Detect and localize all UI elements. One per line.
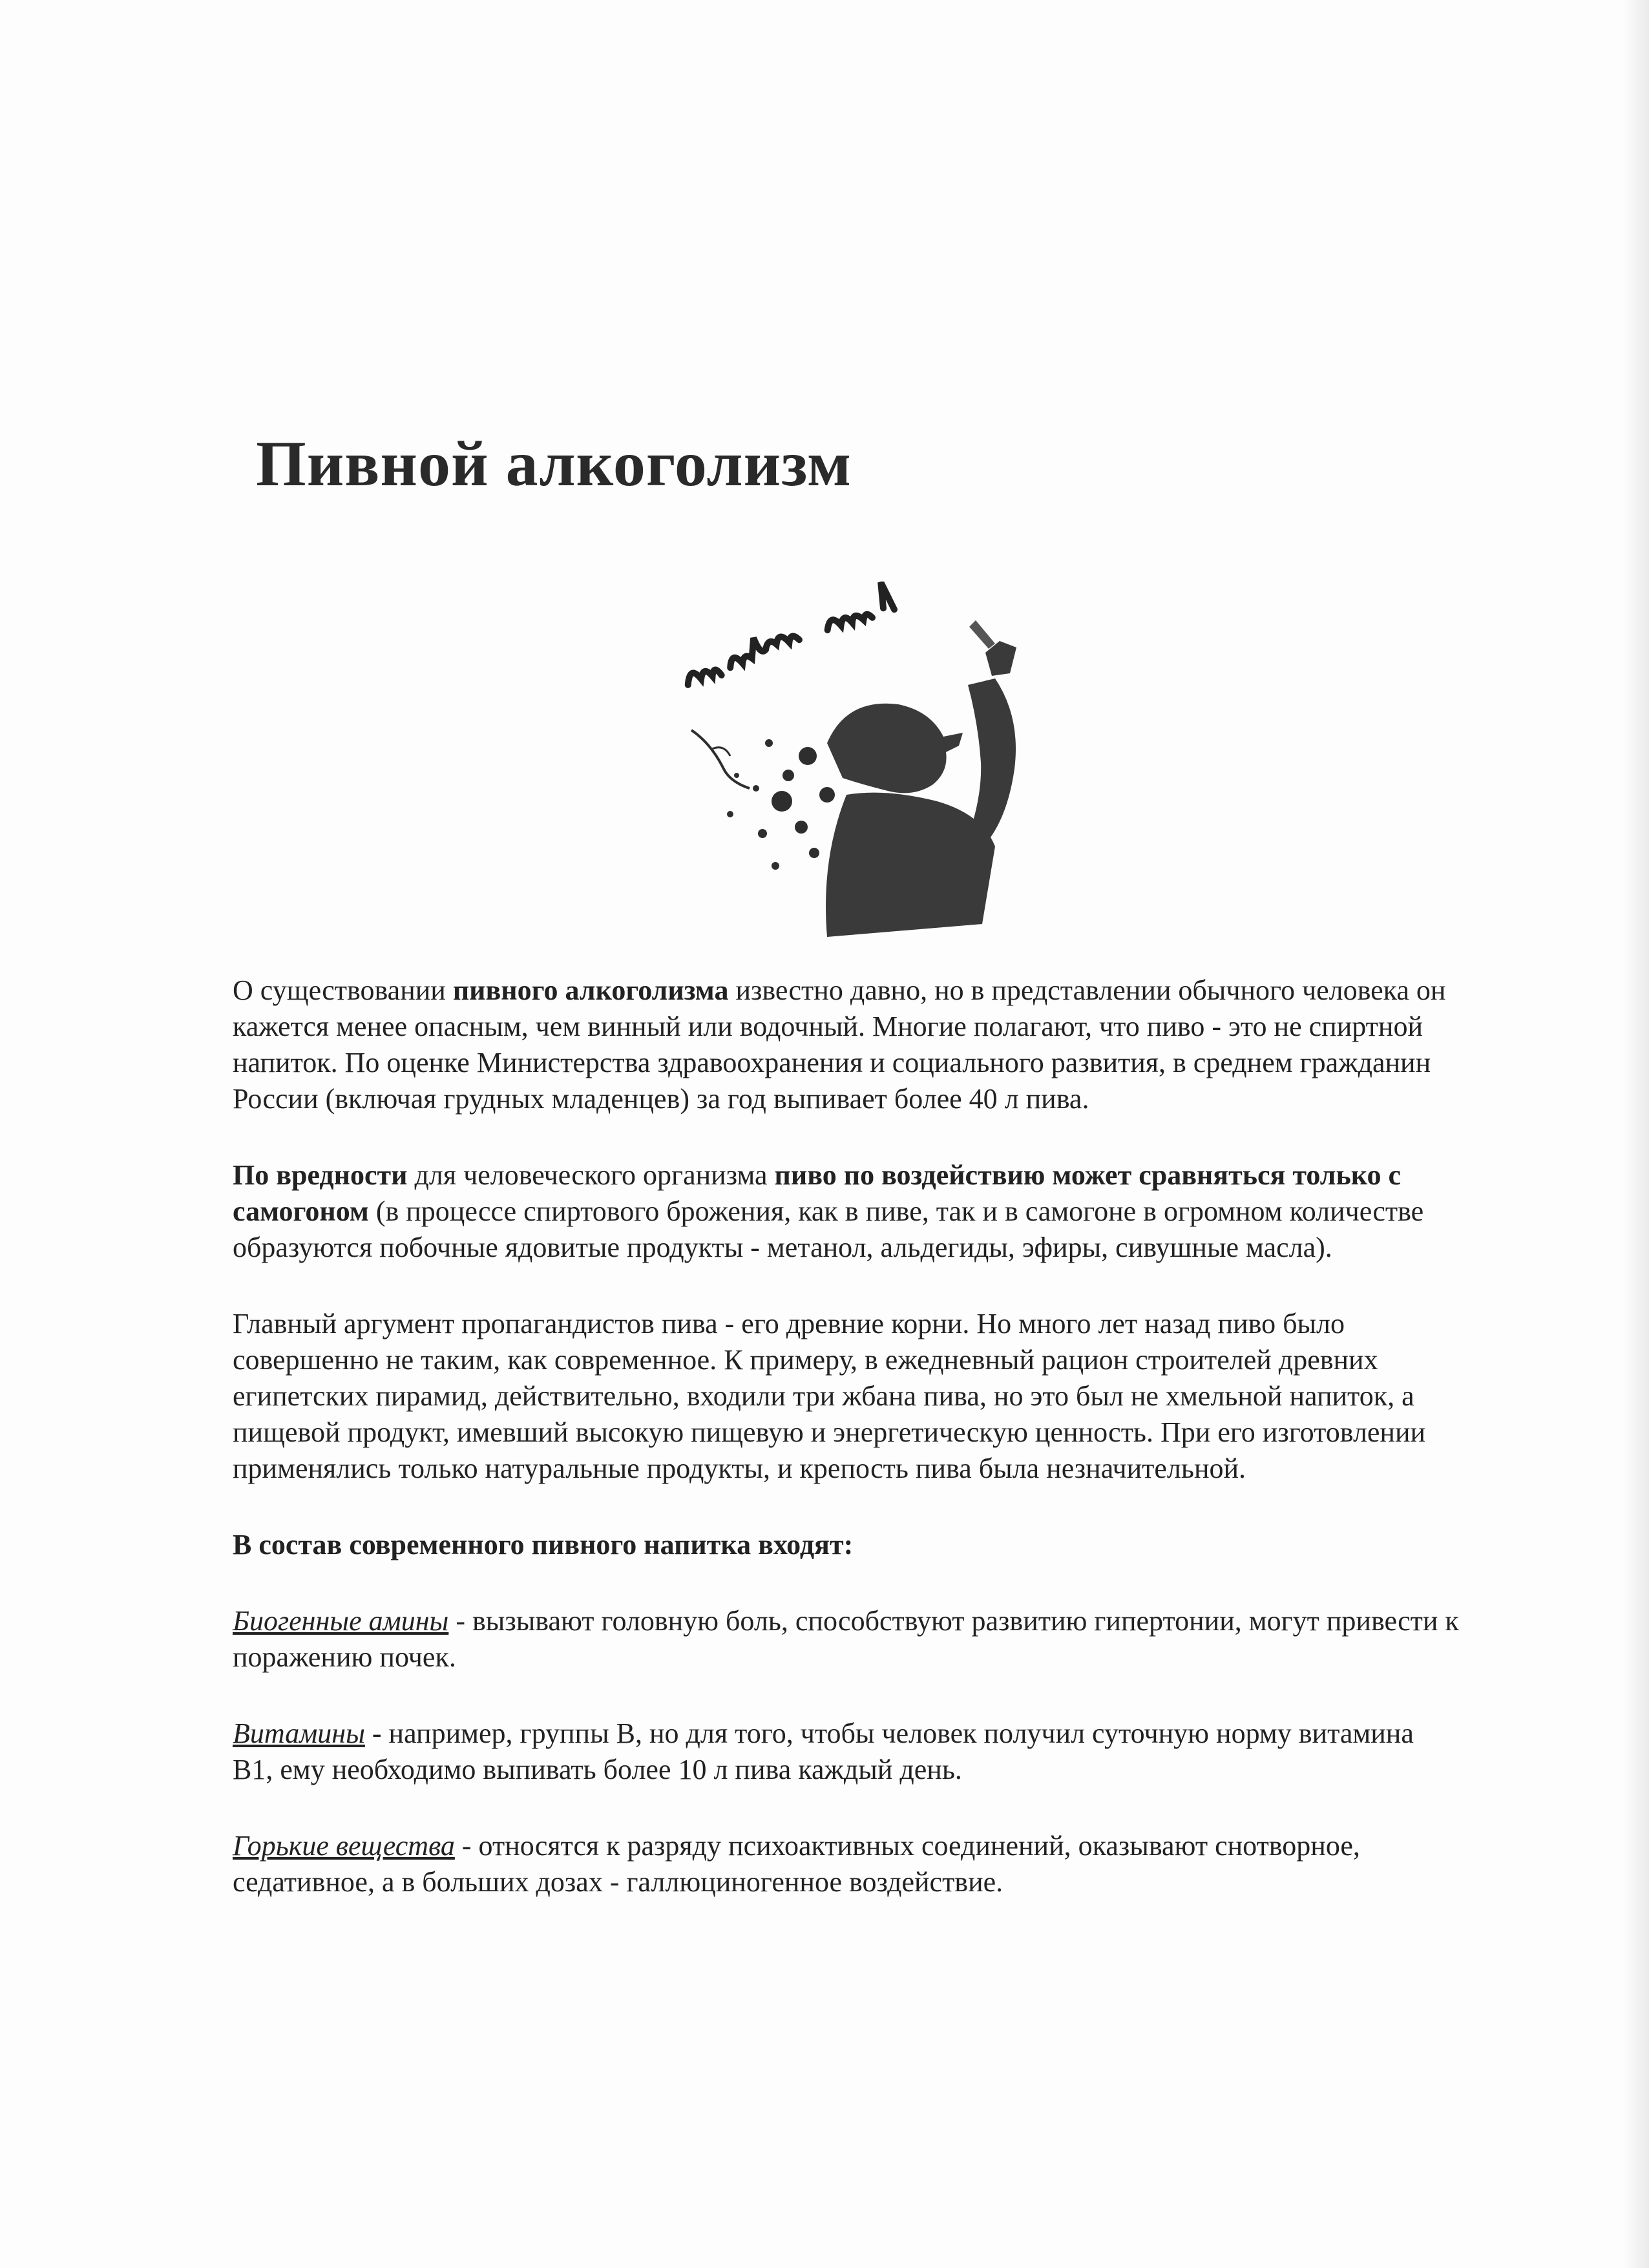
- bold-run: По вредности: [233, 1159, 408, 1191]
- splatter: [691, 730, 835, 870]
- list-item: [233, 1828, 1460, 1900]
- bold-run: В состав современного пивного напитка входят:: [233, 1529, 854, 1560]
- article-body: [233, 972, 1460, 1940]
- text-run: - относятся к разряду психоактивных соединений, оказывают снотворное, седативное, а в больших дозах - галлюциногенное воздействие.: [233, 1830, 1360, 1898]
- term-run: Биогенные амины: [233, 1605, 449, 1637]
- paragraph-intro: [233, 972, 1460, 1117]
- text-run: - вызывают головную боль, способствуют развитию гипертонии, могут привести к поражению почек.: [233, 1605, 1459, 1673]
- bold-run: пиво по воздействию может сравняться только с самогоном: [233, 1159, 1402, 1227]
- list-item: [233, 1603, 1460, 1675]
- term-run: Горькие вещества: [233, 1830, 455, 1862]
- page-title: Пивной алкоголизм: [256, 428, 852, 499]
- list-item: [233, 1716, 1460, 1788]
- composition-heading: [233, 1527, 1460, 1563]
- paragraph-history: Главный аргумент пропагандистов пива - его древние корни. Но много лет назад пиво было совершенно не таким, как современное. К примеру, в ежедневный рацион строителей древних египетских пирамид, действительно, входили три жбана пива, но это был не хмельной напиток, а пищевой продукт, имевший высокую пищевую и энергетическую ценность. При его изготовлении применялись только натуральные продукты, и крепость пива была незначительной.: [233, 1308, 1426, 1484]
- bold-run: пивного алкоголизма: [452, 974, 729, 1006]
- drinking-silhouette-icon: [633, 582, 1098, 943]
- text-run: - например, группы В, но для того, чтобы человек получил суточную норму витамина В1, ему необходимо выпивать более 10 л пива каждый день.: [233, 1717, 1414, 1785]
- paragraph-harm: [233, 1157, 1460, 1266]
- text-run: для человеческого организма: [407, 1159, 775, 1191]
- text-run: (в процессе спиртового брожения, как в пиве, так и в самогоне в огромном количестве образуются побочные ядовитые продукты - метанол, альдегиды, эфиры, сивушные масла).: [233, 1195, 1424, 1263]
- text-run: О существовании: [233, 974, 453, 1006]
- term-run: Витамины: [233, 1717, 365, 1749]
- scan-edge-shadow: [1623, 0, 1649, 2268]
- slogan-lettering: [675, 582, 900, 685]
- text-run: известно давно, но в представлении обычного человека он кажется менее опасным, чем винный или водочный. Многие полагают, что пиво - это не спиртной напиток. По оценке Министерства здравоохранения и социального развития, в среднем гражданин России (включая грудных младенцев) за год выпивает более 40 л пива.: [233, 974, 1446, 1115]
